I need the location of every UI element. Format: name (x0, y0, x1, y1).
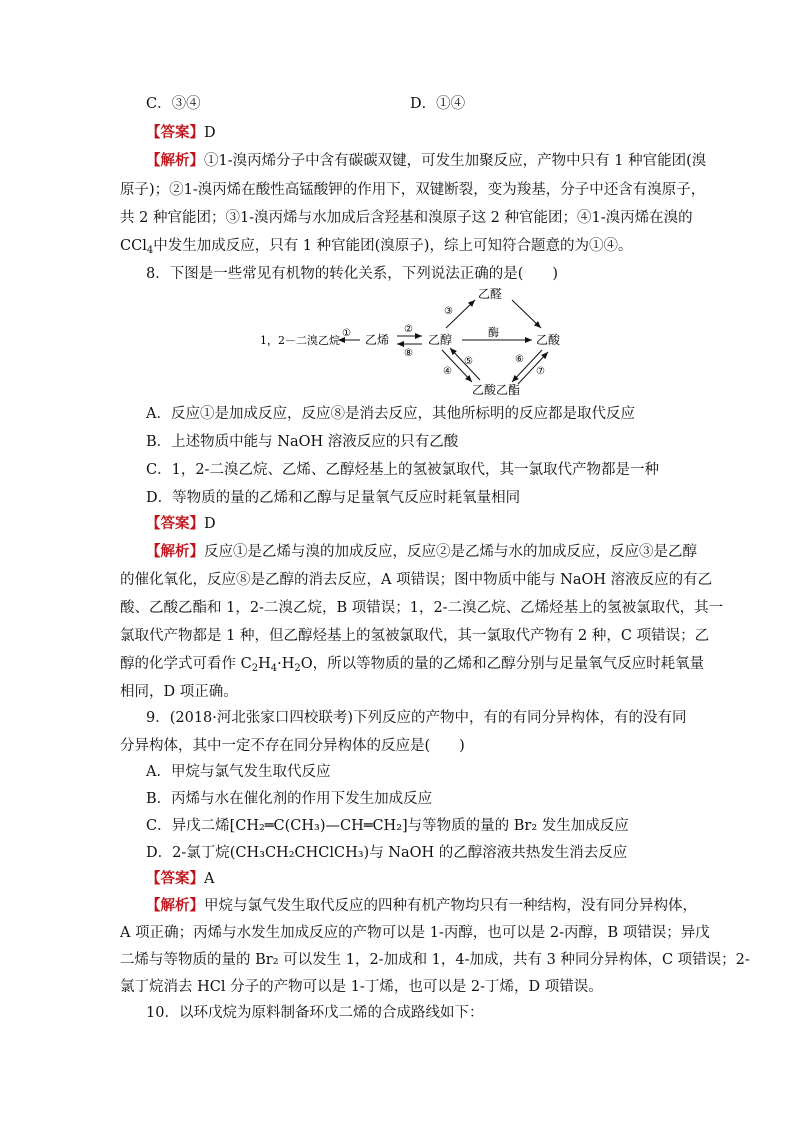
q8-answer (146, 514, 674, 534)
label-7: ⑦ (536, 366, 545, 377)
label-5: ⑤ (464, 356, 473, 367)
analysis-label: 【解析】 (146, 543, 204, 560)
q8-analysis-line-1: 【解析】反应①是乙烯与溴的加成反应，反应②是乙烯与水的加成反应，反应③是乙醇 (146, 543, 697, 560)
ethanol-formula: $C_2H_4\cdot H_2O$ (240, 656, 313, 674)
q8-stem: 8．下图是一些常见有机物的转化关系，下列说法正确的是( ) (146, 266, 559, 282)
arrow-oxidation (512, 300, 541, 328)
answer-label: 【答案】 (146, 870, 204, 887)
q7-analysis-line-1 (146, 151, 707, 171)
node-ethyl-acetate: 乙酸乙酯 (472, 383, 521, 397)
q9-analysis-line-1: 【解析】甲烷与氯气发生取代反应的四种有机产物均只有一种结构，没有同分异构体， (146, 897, 697, 914)
node-acetic-acid: 乙酸 (536, 333, 561, 347)
answer-value: D (204, 516, 216, 532)
q9-answer (146, 869, 674, 889)
label-enzyme: 酶 (488, 326, 499, 339)
q8-option-d: D．等物质的量的乙烯和乙醇与足量氧气反应时耗氧量相同 (146, 490, 521, 506)
q9-analysis-line-4: 氯丁烷消去 HCl 分子的产物可以是 1-丁烯，也可以是 2-丁烯，D 项错误。 (120, 979, 603, 995)
q8-option-b: B．上述物质中能与 NaOH 溶液反应的只有乙酸 (146, 434, 459, 450)
q8-analysis-line-2: 的催化氧化，反应⑧是乙醇的消去反应，A 项错误；图中物质中能与 NaOH 溶液反应的有乙 (120, 572, 713, 588)
q9-option-d: D．2-氯丁烷(CH₃CH₂CHClCH₃)与 NaOH 的乙醇溶液共热发生消去反应 (146, 845, 628, 861)
answer-value: A (204, 871, 215, 887)
label-4: ④ (443, 366, 452, 377)
q7-answer (146, 123, 674, 143)
label-1: ① (342, 328, 351, 339)
option-c: C．③④ (146, 96, 201, 112)
analysis-label: 【解析】 (146, 152, 204, 169)
q7-analysis-line-3: 共 2 种官能团；③1-溴丙烯与水加成后含羟基和溴原子这 2 种官能团；④1-溴丙烯在溴的 (120, 210, 693, 226)
q8-option-a: A．反应①是加成反应，反应⑧是消去反应，其他所标明的反应都是取代反应 (146, 406, 635, 422)
q8-analysis-line-4: 氯取代产物都是 1 种，但乙醇烃基上的氢被氯取代，其一氯取代产物有 2 种，C 项错误；乙 (120, 628, 710, 644)
answer-label: 【答案】 (146, 515, 204, 532)
ccl4-formula: CCl$_4$ (120, 238, 154, 256)
conversion-diagram (250, 284, 580, 400)
q8-option-c: C．1，2-二溴乙烷、乙烯、乙醇烃基上的氢被氯取代，其一氯取代产物都是一种 (146, 462, 659, 478)
q9-stem-line-1: 9．(2018·河北张家口四校联考)下列反应的产物中，有的有同分异构体，有的没有同 (146, 710, 687, 726)
option-d: D．①④ (410, 96, 466, 112)
q8-analysis-line-6: 相同，D 项正确。 (120, 684, 238, 700)
q8-analysis-line-5: 醇的化学式可看作 $C_2H_4\cdot H_2O$，所以等物质的量的乙烯和乙醇分别与足量氧气反应时耗氧量 (120, 656, 705, 674)
node-dibromoethane: 1，2－二溴乙烷 (260, 334, 340, 347)
q10-stem: 10．以环戊烷为原料制备环戊二烯的合成路线如下： (146, 1005, 484, 1021)
label-8: ⑧ (404, 348, 413, 359)
label-3: ③ (444, 306, 453, 317)
q8-analysis-line-3: 酸、乙酸乙酯和 1，2-二溴乙烷，B 项错误；1，2-二溴乙烷、乙烯烃基上的氢被氯取代，其一 (120, 600, 724, 616)
analysis-text: ①1-溴丙烯分子中含有碳碳双键，可发生加聚反应，产物中只有 1 种官能团(溴 (204, 153, 707, 169)
q9-option-c: C．异戊二烯[CH₂═C(CH₃)—CH═CH₂]与等物质的量的 Br₂ 发生加成反应 (146, 818, 629, 834)
node-ethylene: 乙烯 (365, 333, 390, 347)
q9-stem-line-2: 分异构体，其中一定不存在同分异构体的反应是( ) (120, 738, 465, 754)
q7-analysis-line-4: CCl$_4$中发生加成反应，只有 1 种官能团(溴原子)，综上可知符合题意的为①④。 (120, 238, 633, 256)
q9-option-a: A．甲烷与氯气发生取代反应 (146, 764, 331, 780)
q9-option-b: B．丙烯与水在催化剂的作用下发生加成反应 (146, 791, 433, 807)
answer-label: 【答案】 (146, 124, 204, 141)
q9-analysis-line-3: 二烯与等物质的量的 Br₂ 可以发生 1，2-加成和 1，4-加成，共有 3 种同分异构体，C 项错误；2- (120, 952, 750, 968)
node-ethanol: 乙醇 (428, 333, 453, 347)
q7-analysis-line-2: 原子)；②1-溴丙烯在酸性高锰酸钾的作用下，双键断裂，变为羧基，分子中还含有溴原子， (120, 182, 706, 198)
q9-analysis-line-2: A 项正确；丙烯与水发生加成反应的产物可以是 1-丙醇，也可以是 2-丙醇，B 项错误；异戊 (120, 925, 710, 941)
analysis-label: 【解析】 (146, 897, 204, 914)
label-6: ⑥ (515, 354, 524, 365)
label-2: ② (404, 324, 413, 335)
answer-value: D (204, 125, 216, 141)
node-acetaldehyde: 乙醛 (478, 287, 503, 301)
